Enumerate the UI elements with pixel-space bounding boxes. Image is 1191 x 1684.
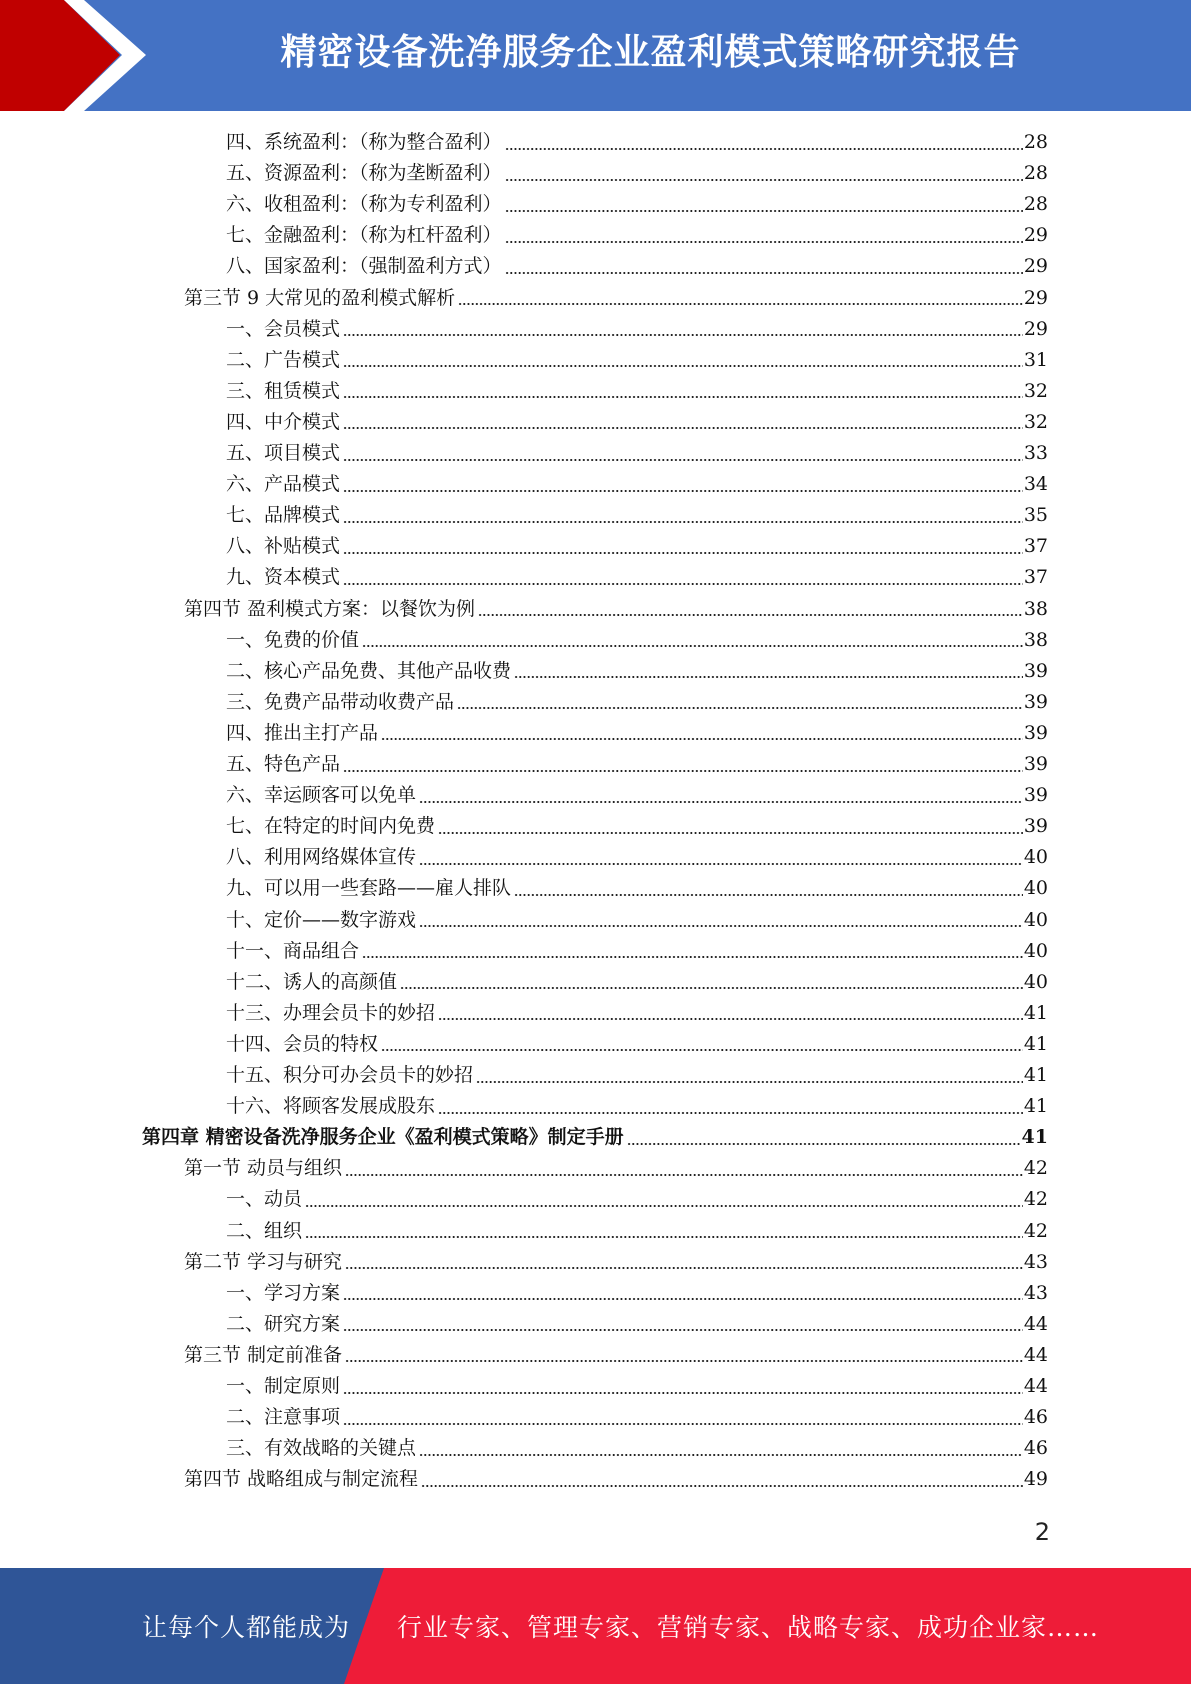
toc-entry-title: 八、利用网络媒体宣传 xyxy=(226,846,417,869)
toc-dot-leader xyxy=(505,146,1023,152)
toc-entry-page: 29 xyxy=(1023,224,1048,247)
toc-dot-leader xyxy=(476,1079,1023,1085)
toc-subsection-entry[interactable] xyxy=(226,687,1048,718)
toc-subsection-entry[interactable] xyxy=(226,998,1048,1029)
toc-entry-title: 三、有效战略的关键点 xyxy=(226,1437,417,1460)
toc-subsection-entry[interactable] xyxy=(226,345,1048,376)
toc-entry-page: 28 xyxy=(1023,131,1048,153)
toc-entry-page: 33 xyxy=(1023,442,1048,464)
toc-dot-leader xyxy=(343,332,1023,338)
toc-dot-leader xyxy=(305,1203,1023,1209)
toc-entry-title: 四、系统盈利：（称为整合盈利） xyxy=(226,131,502,153)
toc-entry-title: 一、学习方案 xyxy=(226,1281,341,1304)
toc-entry-title: 二、研究方案 xyxy=(226,1312,341,1335)
toc-dot-leader xyxy=(343,581,1023,587)
toc-subsection-entry[interactable] xyxy=(226,905,1048,936)
toc-entry-page: 41 xyxy=(1023,1001,1048,1024)
toc-entry-title: 一、会员模式 xyxy=(226,317,341,340)
page-footer xyxy=(0,1568,1191,1684)
toc-entry-page: 44 xyxy=(1023,1312,1048,1335)
toc-entry-page: 40 xyxy=(1023,846,1048,869)
toc-subsection-entry[interactable] xyxy=(226,1216,1048,1247)
toc-subsection-entry[interactable] xyxy=(226,562,1048,593)
toc-subsection-entry[interactable] xyxy=(226,531,1048,562)
toc-dot-leader xyxy=(343,519,1023,525)
toc-entry-page: 40 xyxy=(1023,908,1048,931)
toc-chapter-entry[interactable] xyxy=(142,1122,1048,1153)
toc-dot-leader xyxy=(343,1390,1023,1396)
toc-entry-title: 第二节 学习与研究 xyxy=(184,1250,343,1273)
toc-dot-leader xyxy=(505,177,1023,183)
toc-subsection-entry[interactable] xyxy=(226,625,1048,656)
toc-dot-leader xyxy=(343,1327,1023,1333)
toc-dot-leader xyxy=(505,208,1023,214)
toc-dot-leader xyxy=(345,1265,1023,1271)
toc-entry-title: 十一、商品组合 xyxy=(226,939,360,962)
toc-subsection-entry[interactable] xyxy=(226,469,1048,500)
toc-dot-leader xyxy=(478,612,1023,618)
toc-entry-title: 一、动员 xyxy=(226,1188,303,1211)
toc-dot-leader xyxy=(343,425,1023,431)
toc-entry-page: 40 xyxy=(1023,939,1048,962)
toc-dot-leader xyxy=(627,1141,1021,1147)
toc-entry-page: 41 xyxy=(1023,1095,1048,1118)
toc-dot-leader xyxy=(343,550,1023,556)
toc-entry-title: 六、产品模式 xyxy=(226,473,341,496)
toc-entry-page: 39 xyxy=(1023,815,1048,838)
toc-dot-leader xyxy=(343,768,1023,774)
toc-entry-title: 第三节 制定前准备 xyxy=(184,1343,343,1366)
toc-dot-leader xyxy=(505,239,1023,245)
toc-dot-leader xyxy=(419,861,1023,867)
footer-roles: 行业专家、管理专家、营销专家、战略专家、成功企业家…… xyxy=(397,1613,1100,1642)
toc-subsection-entry[interactable] xyxy=(226,718,1048,749)
toc-entry-title: 四、中介模式 xyxy=(226,410,341,433)
toc-entry-title: 二、注意事项 xyxy=(226,1406,341,1429)
toc-dot-leader xyxy=(362,954,1023,960)
toc-entry-page: 42 xyxy=(1023,1219,1048,1242)
toc-subsection-entry[interactable] xyxy=(226,811,1048,842)
toc-dot-leader xyxy=(345,1172,1023,1178)
toc-entry-title: 十二、诱人的高颜值 xyxy=(226,970,398,993)
report-title: 精密设备洗净服务企业盈利模式策略研究报告 xyxy=(280,32,1021,73)
toc-section-entry[interactable] xyxy=(184,1247,1048,1278)
toc-entry-title: 七、品牌模式 xyxy=(226,504,341,527)
toc-section-entry[interactable] xyxy=(184,283,1048,314)
toc-subsection-entry[interactable] xyxy=(226,376,1048,407)
toc-entry-page: 41 xyxy=(1021,1126,1048,1149)
toc-entry-title: 二、组织 xyxy=(226,1219,303,1242)
toc-entry-page: 40 xyxy=(1023,877,1048,900)
toc-entry-title: 六、幸运顾客可以免单 xyxy=(226,784,417,807)
toc-entry-page: 31 xyxy=(1023,348,1048,371)
toc-entry-page: 35 xyxy=(1023,504,1048,527)
toc-entry-title: 第一节 动员与组织 xyxy=(184,1157,343,1180)
toc-entry-title: 八、补贴模式 xyxy=(226,535,341,558)
toc-subsection-entry[interactable] xyxy=(226,1371,1048,1402)
toc-entry-page: 38 xyxy=(1023,597,1048,620)
toc-entry-title: 十、定价——数字游戏 xyxy=(226,908,417,931)
toc-dot-leader xyxy=(419,1452,1023,1458)
toc-entry-title: 九、可以用一些套路——雇人排队 xyxy=(226,877,512,900)
toc-dot-leader xyxy=(343,1421,1023,1427)
toc-dot-leader xyxy=(343,363,1023,369)
toc-entry-title: 五、特色产品 xyxy=(226,753,341,775)
toc-entry-page: 46 xyxy=(1023,1437,1048,1460)
toc-entry-page: 40 xyxy=(1023,970,1048,993)
toc-entry-title: 五、项目模式 xyxy=(226,442,341,464)
toc-dot-leader xyxy=(381,736,1023,742)
toc-subsection-entry[interactable] xyxy=(226,158,1048,189)
toc-entry-page: 28 xyxy=(1023,162,1048,185)
toc-subsection-entry[interactable] xyxy=(226,189,1048,220)
toc-entry-page: 44 xyxy=(1023,1343,1048,1366)
toc-entry-page: 39 xyxy=(1023,753,1048,775)
toc-subsection-entry[interactable] xyxy=(226,842,1048,873)
toc-subsection-entry[interactable] xyxy=(226,1402,1048,1433)
toc-subsection-entry[interactable] xyxy=(226,220,1048,251)
toc-dot-leader xyxy=(343,488,1023,494)
toc-entry-page: 46 xyxy=(1023,1406,1048,1429)
toc-dot-leader xyxy=(343,1296,1023,1302)
toc-dot-leader xyxy=(343,394,1023,400)
toc-subsection-entry[interactable] xyxy=(226,873,1048,904)
toc-dot-leader xyxy=(362,643,1023,649)
toc-entry-page: 29 xyxy=(1023,255,1048,278)
toc-entry-page: 34 xyxy=(1023,473,1048,496)
toc-subsection-entry[interactable] xyxy=(226,656,1048,687)
toc-entry-page: 28 xyxy=(1023,193,1048,216)
toc-entry-page: 39 xyxy=(1023,690,1048,713)
toc-entry-page: 41 xyxy=(1023,1032,1048,1055)
toc-subsection-entry[interactable] xyxy=(226,1433,1048,1464)
toc-entry-page: 42 xyxy=(1023,1188,1048,1211)
toc-dot-leader xyxy=(421,1483,1023,1489)
toc-dot-leader xyxy=(458,301,1023,307)
toc-entry-page: 42 xyxy=(1023,1157,1048,1180)
toc-entry-title: 一、免费的价值 xyxy=(226,628,360,651)
toc-entry-page: 29 xyxy=(1023,317,1048,340)
toc-dot-leader xyxy=(400,985,1023,991)
toc-entry-page: 49 xyxy=(1023,1468,1048,1491)
toc-section-entry[interactable] xyxy=(184,594,1048,625)
toc-entry-title: 四、推出主打产品 xyxy=(226,721,379,744)
toc-subsection-entry[interactable] xyxy=(226,438,1048,469)
toc-subsection-entry[interactable] xyxy=(226,1309,1048,1340)
toc-subsection-entry[interactable] xyxy=(226,967,1048,998)
toc-entry-title: 十六、将顾客发展成股东 xyxy=(226,1095,436,1118)
toc-section-entry[interactable] xyxy=(184,1340,1048,1371)
toc-dot-leader xyxy=(345,1358,1023,1364)
toc-dot-leader xyxy=(438,1110,1023,1116)
toc-subsection-entry[interactable] xyxy=(226,749,1048,780)
toc-entry-page: 43 xyxy=(1023,1250,1048,1273)
toc-entry-title: 五、资源盈利：（称为垄断盈利） xyxy=(226,162,502,185)
toc-entry-title: 九、资本模式 xyxy=(226,566,341,589)
toc-dot-leader xyxy=(514,892,1023,898)
toc-dot-leader xyxy=(438,1016,1023,1022)
toc-entry-page: 44 xyxy=(1023,1375,1048,1397)
toc-entry-title: 第四章 精密设备洗净服务企业《盈利模式策略》制定手册 xyxy=(142,1126,624,1149)
toc-entry-title: 第四节 盈利模式方案：以餐饮为例 xyxy=(184,597,476,620)
toc-entry-title: 六、收租盈利：（称为专利盈利） xyxy=(226,193,502,216)
footer-slogan: 让每个人都能成为 xyxy=(142,1613,351,1642)
page-number: 2 xyxy=(1034,1518,1050,1546)
toc-dot-leader xyxy=(514,674,1023,680)
toc-dot-leader xyxy=(438,830,1023,836)
toc-subsection-entry[interactable] xyxy=(226,1060,1048,1091)
toc-subsection-entry[interactable] xyxy=(226,1278,1048,1309)
toc-subsection-entry[interactable] xyxy=(226,1184,1048,1215)
toc-entry-page: 41 xyxy=(1023,1064,1048,1086)
toc-subsection-entry[interactable] xyxy=(226,407,1048,438)
toc-dot-leader xyxy=(419,923,1023,929)
toc-entry-title: 第四节 战略组成与制定流程 xyxy=(184,1468,419,1491)
toc-entry-title: 八、国家盈利：（强制盈利方式） xyxy=(226,255,502,278)
toc-entry-page: 32 xyxy=(1023,410,1048,433)
toc-entry-title: 一、制定原则 xyxy=(226,1375,341,1397)
toc-subsection-entry[interactable] xyxy=(226,1029,1048,1060)
toc-entry-page: 38 xyxy=(1023,628,1048,651)
toc-entry-title: 三、租赁模式 xyxy=(226,379,341,402)
toc-entry-page: 39 xyxy=(1023,784,1048,807)
toc-subsection-entry[interactable] xyxy=(226,127,1048,158)
toc-entry-page: 43 xyxy=(1023,1281,1048,1304)
toc-subsection-entry[interactable] xyxy=(226,936,1048,967)
toc-subsection-entry[interactable] xyxy=(226,500,1048,531)
toc-dot-leader xyxy=(381,1047,1023,1053)
toc-entry-title: 二、广告模式 xyxy=(226,348,341,371)
toc-entry-title: 二、核心产品免费、其他产品收费 xyxy=(226,659,512,682)
toc-entry-page: 39 xyxy=(1023,721,1048,744)
toc-entry-page: 29 xyxy=(1023,286,1048,309)
toc-subsection-entry[interactable] xyxy=(226,1091,1048,1122)
toc-entry-page: 37 xyxy=(1023,535,1048,558)
toc-subsection-entry[interactable] xyxy=(226,314,1048,345)
toc-subsection-entry[interactable] xyxy=(226,251,1048,282)
toc-entry-page: 37 xyxy=(1023,566,1048,589)
toc-section-entry[interactable] xyxy=(184,1153,1048,1184)
toc-entry-page: 39 xyxy=(1023,659,1048,682)
toc-section-entry[interactable] xyxy=(184,1464,1048,1495)
toc-dot-leader xyxy=(419,799,1023,805)
toc-entry-page: 32 xyxy=(1023,379,1048,402)
toc-subsection-entry[interactable] xyxy=(226,780,1048,811)
toc-entry-title: 十三、办理会员卡的妙招 xyxy=(226,1001,436,1024)
toc-entry-title: 十五、积分可办会员卡的妙招 xyxy=(226,1064,474,1086)
toc-dot-leader xyxy=(305,1234,1023,1240)
toc-dot-leader xyxy=(457,705,1023,711)
toc-entry-title: 三、免费产品带动收费产品 xyxy=(226,690,455,713)
toc-dot-leader xyxy=(343,457,1023,463)
page-header xyxy=(0,0,1191,111)
toc-entry-title: 十四、会员的特权 xyxy=(226,1032,379,1055)
toc-dot-leader xyxy=(505,270,1023,276)
toc-entry-title: 第三节 9 大常见的盈利模式解析 xyxy=(184,286,456,309)
toc-entry-title: 七、在特定的时间内免费 xyxy=(226,815,436,838)
toc-entry-title: 七、金融盈利：（称为杠杆盈利） xyxy=(226,224,502,247)
